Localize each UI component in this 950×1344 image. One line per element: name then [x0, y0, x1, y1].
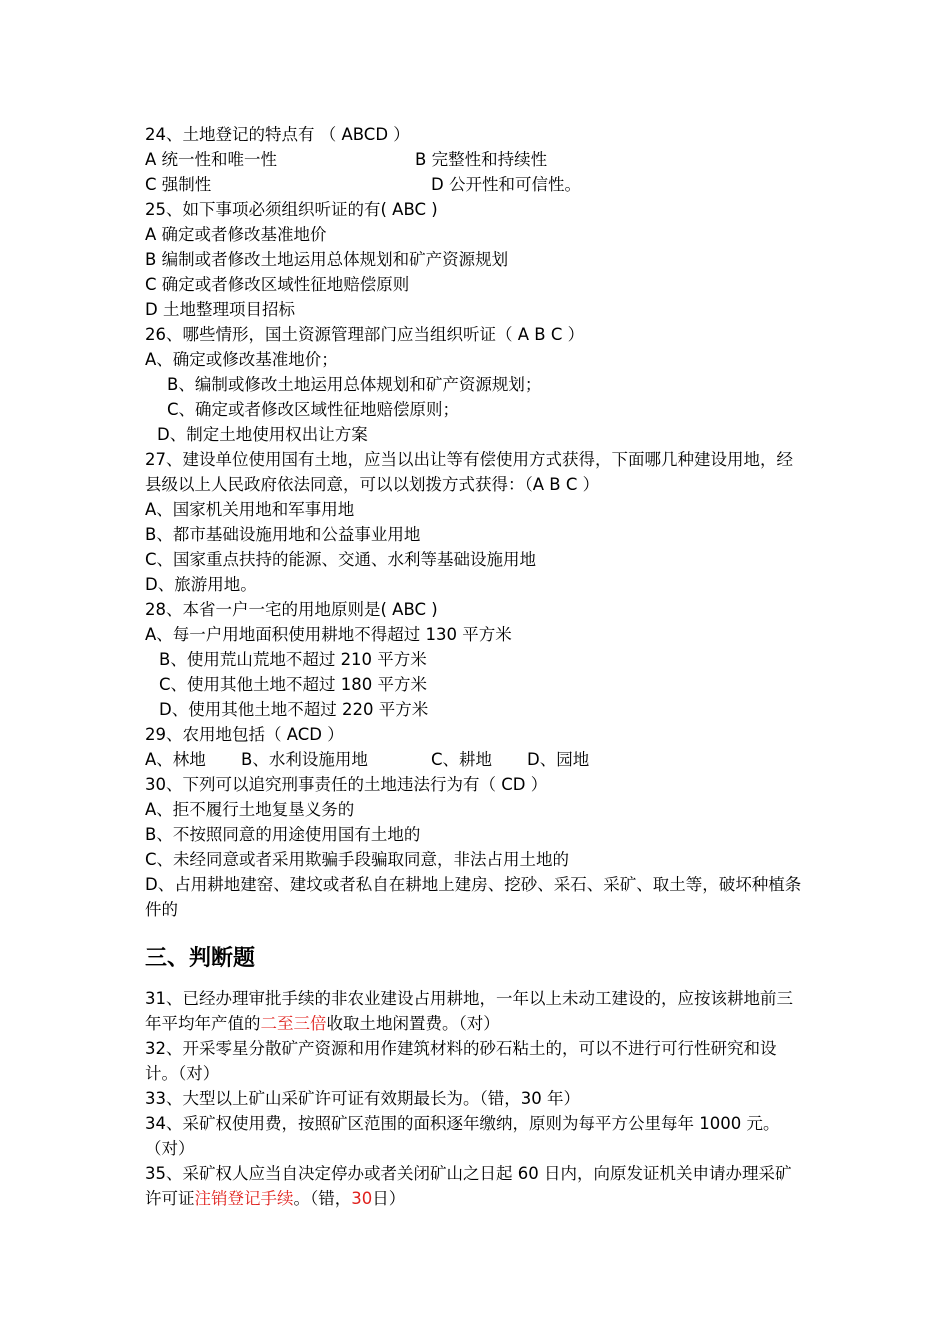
q25-stem: 25、如下事项必须组织听证的有( ABC )	[145, 200, 438, 219]
q26-option-d: D、制定土地使用权出让方案	[157, 425, 368, 444]
q28-option-d: D、使用其他土地不超过 220 平方米	[159, 700, 429, 719]
q30-option-d: D、占用耕地建窑、建坟或者私自在耕地上建房、挖砂、采石、采矿、取土等，破坏种植条件的	[145, 875, 802, 919]
q30-stem: 30、下列可以追究刑事责任的土地违法行为有（ CD ）	[145, 775, 548, 794]
q25-option-c: C 确定或者修改区域性征地赔偿原则	[145, 275, 410, 294]
q25-option-d: D 土地整理项目招标	[145, 300, 295, 319]
q35	[145, 1161, 807, 1211]
q25-option-a: A 确定或者修改基准地价	[145, 225, 327, 244]
q28-stem: 28、本省一户一宅的用地原则是( ABC )	[145, 600, 438, 619]
q26-option-b: B、编制或修改土地运用总体规划和矿产资源规划；	[167, 375, 542, 394]
q29-stem: 29、农用地包括（ ACD ）	[145, 725, 344, 744]
q28-option-b: B、使用荒山荒地不超过 210 平方米	[159, 650, 427, 669]
q29-option-c: C、耕地	[431, 750, 493, 769]
q24-option-b: B 完整性和持续性	[415, 150, 548, 169]
q30-option-a: A、拒不履行土地复垦义务的	[145, 800, 355, 819]
q32: 32、开采零星分散矿产资源和用作建筑材料的砂石粘土的，可以不进行可行性研究和设计。（对）	[145, 1039, 777, 1083]
q27-option-b: B、都市基础设施用地和公益事业用地	[145, 525, 421, 544]
q31-highlight: 二至三倍	[260, 1014, 327, 1033]
q24-options-row-1	[145, 147, 807, 172]
q35-highlight-number: 30	[351, 1189, 373, 1208]
q29-option-a: A、林地	[145, 750, 206, 769]
q25-option-b: B 编制或者修改土地运用总体规划和矿产资源规划	[145, 250, 509, 269]
q30-option-c: C、未经同意或者采用欺骗手段骗取同意，非法占用土地的	[145, 850, 570, 869]
q29-options-row	[145, 747, 807, 772]
q27-option-c: C、国家重点扶持的能源、交通、水利等基础设施用地	[145, 550, 537, 569]
q27-option-d: D、旅游用地。	[145, 575, 257, 594]
q33: 33、大型以上矿山采矿许可证有效期最长为。（错，30 年）	[145, 1089, 580, 1108]
q26-option-a: A、确定或修改基准地价；	[145, 350, 338, 369]
q34: 34、采矿权使用费，按照矿区范围的面积逐年缴纳，原则为每平方公里每年 1000 元。（对）	[145, 1114, 780, 1158]
q26-stem: 26、哪些情形，国土资源管理部门应当组织听证（ A B C ）	[145, 325, 585, 344]
q35-text: 35、采矿权人应当自决定停办或者关闭矿山之日起 60 日内，向原发证机关申请办理采矿许可证	[145, 1164, 792, 1208]
q24-options-row-2	[145, 172, 807, 197]
q31-text: 31、已经办理审批手续的非农业建设占用耕地，一年以上未动工建设的，应按该耕地前三年平均年产值的	[145, 989, 793, 1033]
q24-stem: 24、土地登记的特点有 （ ABCD ）	[145, 125, 410, 144]
q27-option-a: A、国家机关用地和军事用地	[145, 500, 355, 519]
q35-answer-prefix: 。（错，	[293, 1189, 352, 1208]
q35-highlight: 注销登记手续	[194, 1189, 294, 1208]
q35-answer-suffix: 日）	[372, 1189, 406, 1208]
q30-option-b: B、不按照同意的用途使用国有土地的	[145, 825, 421, 844]
q29-option-b: B、水利设施用地	[241, 750, 368, 769]
q27-stem: 27、建设单位使用国有土地，应当以出让等有偿使用方式获得，下面哪几种建设用地，经县级以上人民政府依法同意，可以以划拨方式获得：（A B C ）	[145, 450, 793, 494]
q24-option-c: C 强制性	[145, 175, 212, 194]
q31-answer: 收取土地闲置费。（对）	[326, 1014, 500, 1033]
q28-option-a: A、每一户用地面积使用耕地不得超过 130 平方米	[145, 625, 512, 644]
section-heading: 三、判断题	[145, 946, 256, 971]
q31	[145, 986, 807, 1036]
document-body	[145, 122, 807, 1211]
q26-option-c: C、确定或者修改区域性征地赔偿原则；	[167, 400, 460, 419]
q24-option-a: A 统一性和唯一性	[145, 150, 278, 169]
q29-option-d: D、园地	[527, 750, 590, 769]
q28-option-c: C、使用其他土地不超过 180 平方米	[159, 675, 428, 694]
q24-option-d: D 公开性和可信性。	[431, 175, 581, 194]
